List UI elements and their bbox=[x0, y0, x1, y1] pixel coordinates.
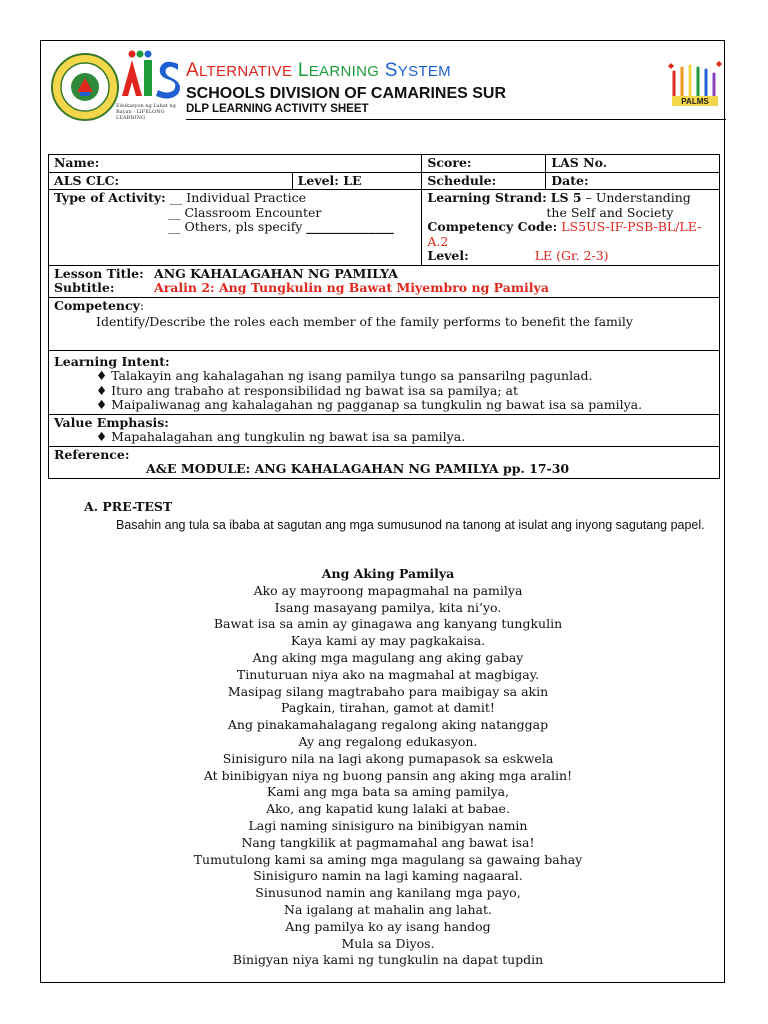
poem-line: Mula sa Diyos. bbox=[341, 935, 435, 951]
poem-line: Ako ay mayroong mapagmahal na pamilya bbox=[253, 582, 523, 598]
poem-title: Ang Aking Pamilya bbox=[321, 566, 455, 581]
poem-line: Bawat isa sa amin ay ginagawa ang kanyang tungkulin bbox=[213, 616, 563, 632]
palms-logo-icon bbox=[664, 58, 724, 108]
sheet-type: DLP LEARNING ACTIVITY SHEET bbox=[186, 103, 369, 115]
poem-line: Ang pamilya ko ay isang handog bbox=[285, 918, 491, 934]
activity-option-others[interactable]: __ Others, pls specify ______________ bbox=[168, 219, 394, 234]
score-field[interactable]: Score: bbox=[422, 155, 546, 173]
las-no-field[interactable]: LAS No. bbox=[546, 155, 720, 173]
poem-line: Ang aking mga magulang ang aking gabay bbox=[252, 649, 524, 665]
activity-option-individual[interactable]: __ Individual Practice bbox=[169, 190, 307, 205]
poem-line: Sinusunod namin ang kanilang mga payo, bbox=[255, 885, 521, 901]
poem-line: Lagi naming sinisiguro na binibigyan namin bbox=[248, 817, 528, 833]
poem-line: Ang pinakamahalagang regalong aking natanggap bbox=[227, 717, 549, 733]
competency-text: Identify/Describe the roles each member of the family performs to benefit the family bbox=[96, 314, 633, 329]
poem-line: Tumutulong kami sa aming mga magulang sa gawaing bahay bbox=[193, 851, 583, 867]
poem-line: Sinisiguro namin na lagi kaming nagaaral. bbox=[253, 868, 523, 884]
competency-cell: Competency: Identify/Describe the roles each member of the family performs to benefit the family bbox=[49, 297, 720, 350]
activity-type-cell: Type of Activity: __ Individual Practice __ Classroom Encounter __ Others, pls specify ______________ bbox=[49, 190, 422, 266]
intent-item: ♦ Talakayin ang kahalagahan ng isang pamilya tungo sa pansarilng pagunlad. bbox=[96, 368, 593, 383]
intent-item: ♦ Ituro ang trabaho at responsibilidad ng bawat isa sa pamilya; at bbox=[96, 382, 519, 398]
poem-line: Tinuturuan niya ako na magmahal at magbigay. bbox=[236, 666, 540, 682]
als-clc-field[interactable]: ALS CLC: bbox=[49, 172, 293, 190]
poem-line: Binigyan niya kami ng tungkulin na dapat tupdin bbox=[232, 952, 544, 968]
pretest-heading: A. PRE-TEST bbox=[84, 499, 173, 514]
value-item: ♦ Mapahalagahan ang tungkulin ng bawat isa sa pamilya. bbox=[96, 429, 466, 444]
poem-line: Sinisiguro nila na lagi akong pumapasok sa eskwela bbox=[222, 750, 554, 766]
reference-cell: Reference: A&E MODULE: ANG KAHALAGAHAN NG PAMILYA pp. 17-30 bbox=[49, 446, 720, 478]
competency-code: LS5US-IF-PSB-BL/LE-A.2 bbox=[427, 219, 702, 249]
header-divider bbox=[186, 119, 726, 120]
poem-line: Nang tangkilik at pagmamahal ang bawat isa! bbox=[241, 834, 535, 850]
division-seal-icon bbox=[50, 52, 120, 122]
division-name: SCHOOLS DIVISION OF CAMARINES SUR bbox=[186, 85, 507, 102]
strand-desc-2: the Self and Society bbox=[546, 204, 674, 220]
poem-line: Pagkain, tirahan, gamot at damit! bbox=[281, 700, 495, 716]
poem-line: Isang masayang pamilya, kita ni’yo. bbox=[274, 599, 502, 615]
activity-option-classroom[interactable]: __ Classroom Encounter bbox=[168, 204, 322, 220]
poem bbox=[48, 566, 728, 969]
schedule-field[interactable]: Schedule: bbox=[422, 172, 546, 190]
date-field[interactable]: Date: bbox=[546, 172, 720, 190]
reference-text: A&E MODULE: ANG KAHALAGAHAN NG PAMILYA pp. 17-30 bbox=[146, 461, 570, 476]
page-title: ALTERNATIVE LEARNING SYSTEM bbox=[186, 60, 451, 81]
level-value: LE (Gr. 2-3) bbox=[534, 248, 609, 263]
level-field: Level: LE bbox=[292, 172, 422, 190]
info-table bbox=[48, 154, 720, 479]
poem-line: Ay ang regalong edukasyon. bbox=[298, 733, 478, 749]
intent-item: ♦ Maipaliwanag ang kahalagahan ng pagganap sa tungkulin ng bawat isa sa pamilya. bbox=[96, 397, 643, 412]
lesson-title: ANG KAHALAGAHAN NG PAMILYA bbox=[154, 265, 399, 281]
name-field[interactable]: Name: bbox=[49, 155, 422, 173]
strand-cell: Learning Strand: LS 5 – Understanding the Self and Society Competency Code: LS5US-IF-PSB-BL/LE-A.2 Level: LE (Gr. 2-3) bbox=[422, 190, 720, 266]
lesson-subtitle: Aralin 2: Ang Tungkulin ng Bawat Miyembro ng Pamilya bbox=[154, 280, 549, 295]
palms-label: PALMS bbox=[681, 97, 709, 106]
poem-line: Na igalang at mahalin ang lahat. bbox=[284, 901, 492, 917]
poem-line: At binibigyan niya ng buong pansin ang aking mga aralin! bbox=[203, 767, 573, 783]
logo-tagline: Edukasyon ng Lahat ng Bayan · LIFELONG LEARNING bbox=[116, 103, 176, 121]
lesson-cell: Lesson Title: ANG KAHALAGAHAN NG PAMILYA Subtitle: Aralin 2: Ang Tungkulin ng Bawat Miyembro ng Pamilya bbox=[49, 265, 720, 297]
value-emphasis-cell: Value Emphasis: ♦ Mapahalagahan ang tungkulin ng bawat isa sa pamilya. bbox=[49, 414, 720, 446]
poem-line: Masipag silang magtrabaho para maibigay sa akin bbox=[227, 683, 549, 699]
poem-line: Ako, ang kapatid kung lalaki at babae. bbox=[266, 801, 510, 817]
poem-line: Kaya kami ay may pagkakaisa. bbox=[290, 633, 486, 649]
poem-line: Kami ang mga bata sa aming pamilya, bbox=[266, 784, 510, 800]
pretest-instruction: Basahin ang tula sa ibaba at sagutan ang mga sumusunod na tanong at isulat ang inyong sagutang papel. bbox=[116, 518, 705, 532]
learning-intent-cell: Learning Intent: ♦ Talakayin ang kahalagahan ng isang pamilya tungo sa pansarilng pagunlad. ♦ Ituro ang trabaho at responsibilidad ng bawat isa sa pamilya; at ♦ Maipaliwanag ang kahalagahan ng pagganap sa tungkulin ng bawat isa sa pamilya. bbox=[49, 350, 720, 414]
